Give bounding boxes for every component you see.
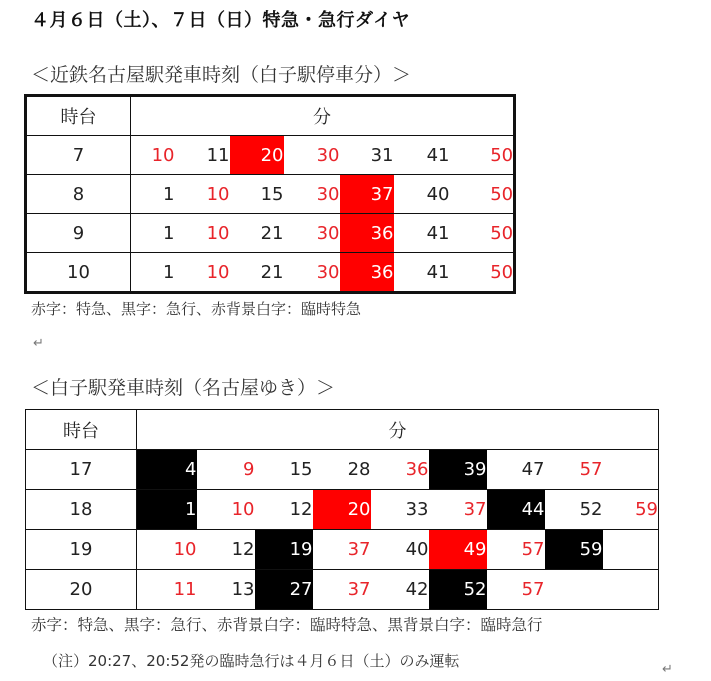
minute-cell: 37 [347, 579, 371, 600]
minute-cell: 12 [197, 530, 255, 570]
nagoya-departure-table [24, 94, 516, 294]
minute-cell: 28 [313, 450, 371, 490]
minute-cell: 36 [371, 450, 429, 490]
minute-cell: 1 [137, 490, 197, 530]
minute-cell: 41 [426, 261, 450, 283]
minute-cell: 41 [394, 214, 450, 253]
minute-cell: 42 [405, 579, 429, 600]
section2-footnote: （注）20:27、20:52発の臨時急行は４月６日（土）のみ運転 [43, 652, 460, 670]
minute-cell: 21 [260, 261, 284, 283]
minute-cell [545, 570, 603, 610]
minute-cell [603, 530, 659, 570]
header-minute: 分 [137, 410, 659, 450]
minute-cell: 30 [316, 261, 340, 283]
section1-legend: 赤字：特急、黒字：急行、赤背景白字：臨時特急 [31, 300, 362, 318]
hour-cell: 8 [26, 175, 131, 214]
minute-cell: 57 [487, 530, 545, 570]
minute-cell: 40 [371, 530, 429, 570]
minute-cell: 10 [137, 530, 197, 570]
hour-cell: 17 [26, 450, 137, 490]
minute-cell: 1 [163, 261, 175, 283]
minute-cell: 9 [197, 450, 255, 490]
minute-cell: 10 [131, 136, 175, 175]
minute-cell: 52 [545, 490, 603, 530]
minute-cell: 15 [230, 175, 284, 214]
section2-legend: 赤字：特急、黒字：急行、赤背景白字：臨時特急、黒背景白字：臨時急行 [31, 616, 543, 634]
minute-cell: 40 [394, 175, 450, 214]
minute-cell: 11 [175, 136, 230, 175]
minute-cell: 36 [340, 214, 394, 253]
minute-cell: 59 [545, 530, 603, 570]
minute-cell: 41 [394, 136, 450, 175]
return-mark-icon: ↵ [662, 662, 673, 677]
header-hour: 時台 [26, 96, 131, 136]
minute-cell: 10 [197, 490, 255, 530]
minute-cell: 36 [340, 253, 394, 293]
section1-title: ＜近鉄名古屋駅発車時刻（白子駅停車分）＞ [31, 64, 412, 86]
header-minute: 分 [131, 96, 515, 136]
minute-cell [603, 570, 659, 610]
table-row [26, 530, 659, 570]
minute-cell: 1 [131, 214, 175, 253]
minute-cell: 44 [487, 490, 545, 530]
minute-cell: 19 [255, 530, 313, 570]
minute-cell: 50 [450, 214, 515, 253]
minute-cell: 59 [603, 490, 659, 530]
table-row [26, 490, 659, 530]
minute-cell: 49 [429, 530, 487, 570]
minute-cell: 57 [545, 450, 603, 490]
return-mark-icon: ↵ [33, 336, 44, 351]
table-row [26, 136, 515, 175]
minute-cell: 37 [313, 530, 371, 570]
minute-cell: 30 [284, 136, 340, 175]
minute-cell: 10 [175, 214, 230, 253]
minute-cell: 57 [521, 579, 545, 600]
hour-cell: 9 [26, 214, 131, 253]
section2-title: ＜白子駅発車時刻（名古屋ゆき）＞ [31, 377, 336, 399]
minute-cell: 13 [231, 579, 255, 600]
minute-cell: 31 [340, 136, 394, 175]
minute-cell: 30 [284, 214, 340, 253]
minute-cell: 33 [371, 490, 429, 530]
minute-cell: 20 [230, 136, 284, 175]
header-hour: 時台 [26, 410, 137, 450]
minute-cell: 52 [429, 570, 487, 610]
minute-cell: 11 [173, 579, 197, 600]
minute-cell: 50 [450, 136, 515, 175]
table-row [26, 450, 659, 490]
minute-cell: 12 [255, 490, 313, 530]
table-row [26, 570, 659, 610]
hour-cell: 10 [26, 253, 131, 293]
minute-cell: 1 [131, 175, 175, 214]
hour-cell: 18 [26, 490, 137, 530]
minute-cell: 50 [490, 261, 514, 283]
minute-cell: 39 [429, 450, 487, 490]
minute-cell: 15 [255, 450, 313, 490]
minute-cell: 20 [313, 490, 371, 530]
shiroko-departure-table [25, 409, 659, 610]
minute-cell: 37 [429, 490, 487, 530]
table-row [26, 214, 515, 253]
minute-cell: 10 [206, 261, 230, 283]
table-row [26, 175, 515, 214]
minute-cell: 30 [284, 175, 340, 214]
table-row [26, 253, 515, 293]
page-title: ４月６日（土）、７日（日）特急・急行ダイヤ [31, 10, 411, 31]
minute-cell: 50 [450, 175, 515, 214]
minute-cell: 47 [487, 450, 545, 490]
hour-cell: 7 [26, 136, 131, 175]
minute-cell: 10 [175, 175, 230, 214]
minute-cell: 27 [255, 570, 313, 610]
minute-cell: 4 [137, 450, 197, 490]
minute-cell: 37 [340, 175, 394, 214]
minute-cell [603, 450, 659, 490]
hour-cell: 19 [26, 530, 137, 570]
hour-cell: 20 [26, 570, 137, 610]
minute-cell: 21 [230, 214, 284, 253]
